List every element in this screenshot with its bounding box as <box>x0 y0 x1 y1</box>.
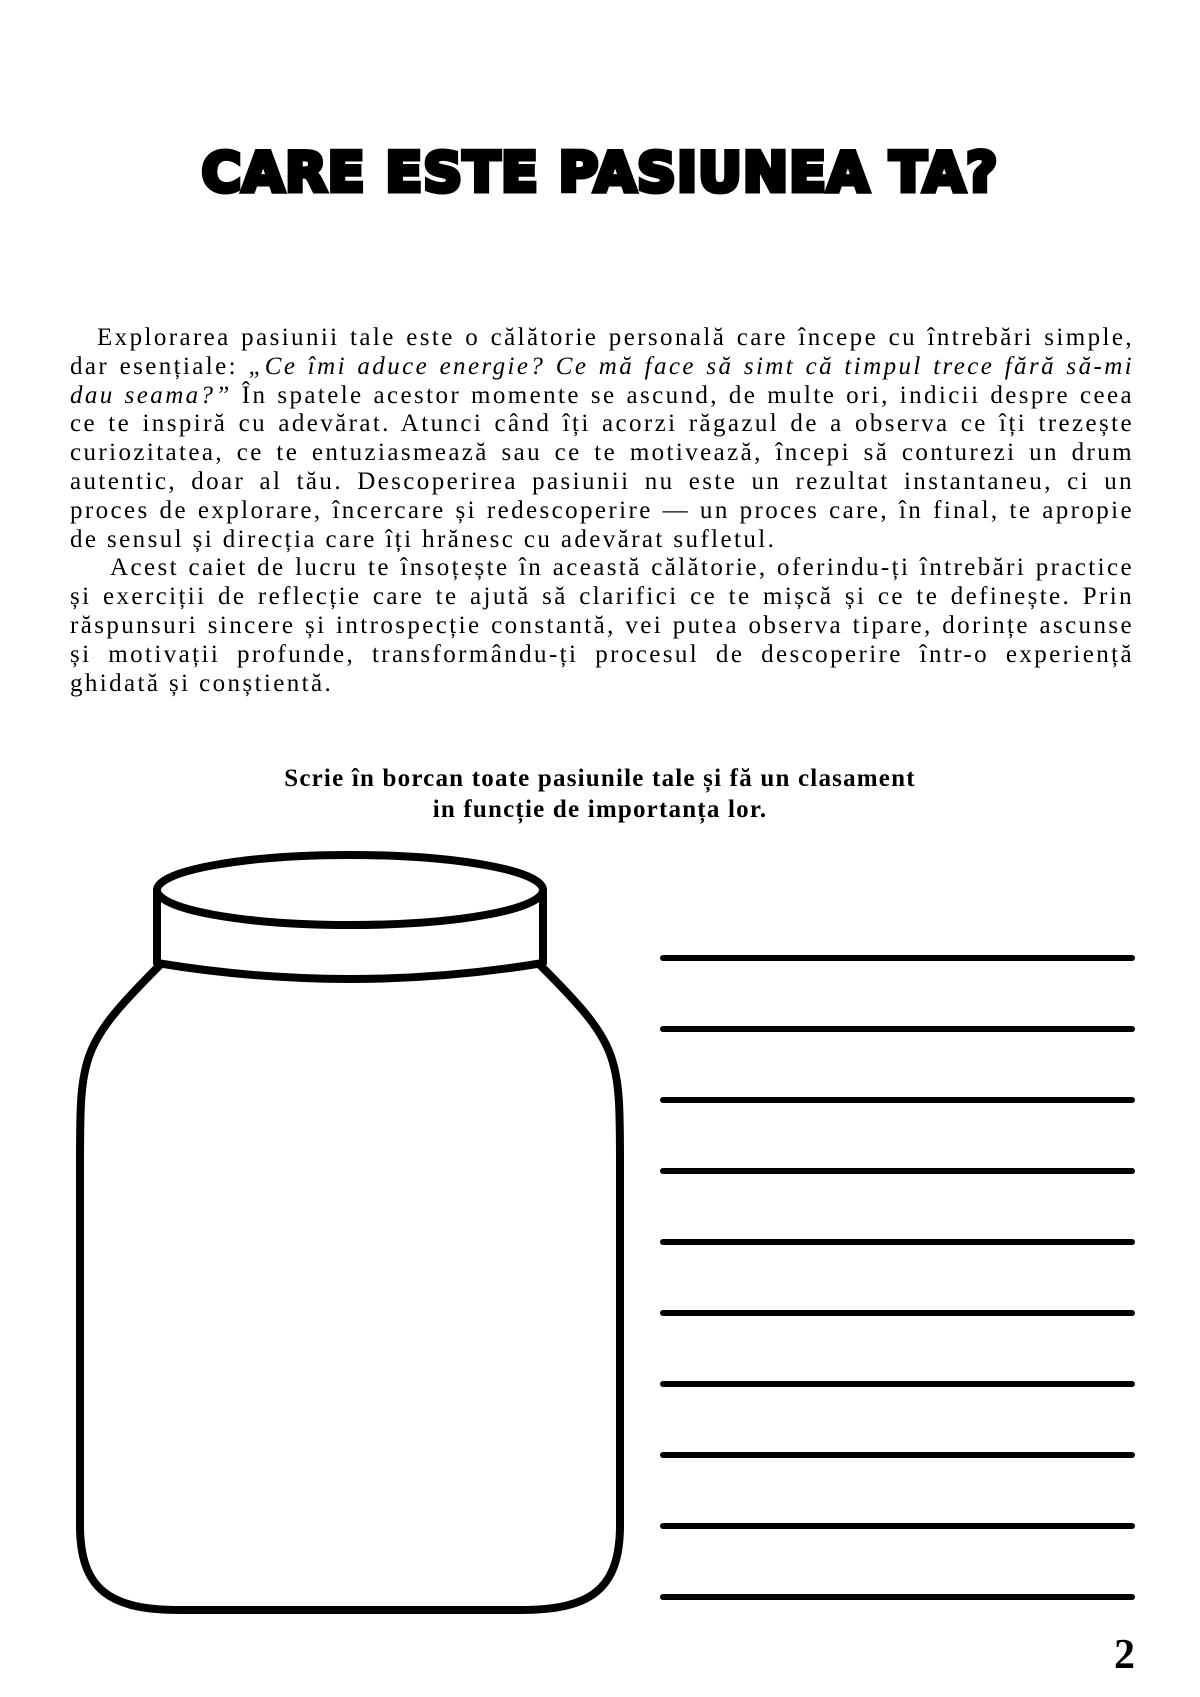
writing-line[interactable] <box>660 1310 1135 1316</box>
jar-outline-icon[interactable] <box>60 845 640 1625</box>
intro-paragraph-1 <box>70 324 1134 554</box>
writing-line[interactable] <box>660 1239 1135 1245</box>
paragraph-1-quote: „Ce îmi aduce energie? Ce mă face să simt că timpul trece fără să-mi dau seama?” <box>70 352 1134 409</box>
page-title: CARE ESTE PASIUNEA TA? <box>201 141 999 204</box>
writing-line[interactable] <box>660 1594 1135 1600</box>
writing-line[interactable] <box>660 1168 1135 1174</box>
paragraph-1-lead: Explorarea pasiunii tale este o călătorie personală care începe cu întrebări simple, dar esențiale: <box>70 324 1134 380</box>
writing-line[interactable] <box>660 1452 1135 1458</box>
writing-line[interactable] <box>660 1097 1135 1103</box>
instruction-line-2: in funcție de importanța lor. <box>432 796 768 823</box>
writing-line[interactable] <box>660 1026 1135 1032</box>
writing-line[interactable] <box>660 1381 1135 1387</box>
exercise-instruction <box>0 763 1200 825</box>
paragraph-1-rest: În spatele acestor momente se ascund, de multe ori, indicii despre ceea ce te inspiră cu adevărat. Atunci când îți acorzi răgazul de a observa ce îți trezește curiozitatea, ce te entuziasmează sau ce te motivează, începi să conturezi un drum autentic, doar al tău. Descoperirea pasiunii nu este un rezultat instantaneu, ci un proces de explorare, încercare și redescoperire — un proces care, în final, te apropie de sensul și direcția care îți hrănesc cu adevărat sufletul. <box>70 381 1134 553</box>
intro-text <box>70 324 1134 698</box>
intro-paragraph-2: Acest caiet de lucru te însoțește în această călătorie, oferindu-ți întrebări practice și exerciții de reflecție care te ajută să clarifici ce te mișcă și ce te definește. Prin răspunsuri sincere și introspecție constantă, vei putea observa tipare, dorințe ascunse și motivații profunde, transformându-ți procesul de descoperire într-o experiență ghidată și conștientă. <box>70 554 1134 697</box>
page-number: 2 <box>1114 1632 1135 1678</box>
instruction-line-1: Scrie în borcan toate pasiunile tale și fă un clasament <box>284 765 916 792</box>
writing-line[interactable] <box>660 955 1135 961</box>
writing-line[interactable] <box>660 1523 1135 1529</box>
